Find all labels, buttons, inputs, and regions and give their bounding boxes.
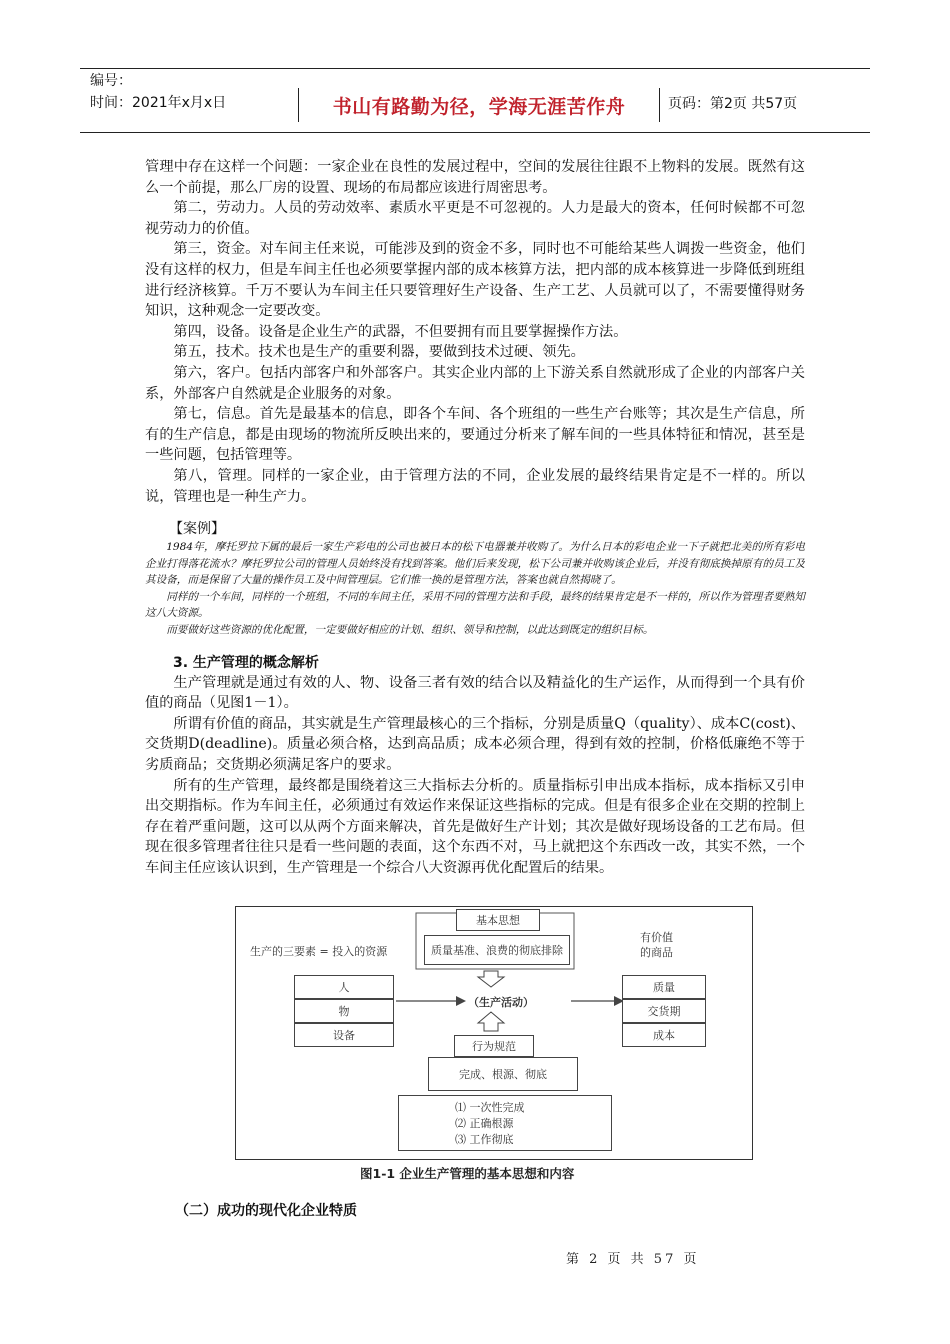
figure-production-management xyxy=(235,906,753,1160)
basic-idea-content-box: 质量基准、浪费的彻底排除 xyxy=(424,935,570,965)
principle-item: ⑶ 工作彻底 xyxy=(455,1133,514,1146)
case-paragraph: 同样的一个车间，同样的一个班组，不同的车间主任，采用不同的管理方法和手段，最终的结果肯定是不一样的，所以作为管理者要熟知这八大资源。 xyxy=(145,590,805,620)
behavior-content-box: 完成、根源、彻底 xyxy=(428,1057,578,1091)
paragraph: 第四，设备。设备是企业生产的武器，不但要拥有而且要掌握操作方法。 xyxy=(173,323,628,340)
production-activity-label: （生产活动） xyxy=(468,996,534,1009)
behavior-title-box: 行为规范 xyxy=(454,1035,534,1057)
header-motto: 书山有路勤为径，学海无涯苦作舟 xyxy=(298,88,660,122)
paragraph: 生产管理就是通过有效的人、物、设备三者有效的结合以及精益化的生产运作，从而得到一个具有价值的商品（见图1－1）。 xyxy=(145,674,805,712)
paragraph: 所有的生产管理，最终都是围绕着这三大指标去分析的。质量指标引申出成本指标，成本指标又引申出交期指标。作为车间主任，必须通过有效运作来保证这些指标的完成。但是有很多企业在交期的控制上存在着严重问题，这可以从两个方面来解决，首先是做好生产计划；其次是做好现场设备的工艺布局。但现在很多管理者往往只是看一些问题的表面，这个东西不对，马上就把这个东西改一改，其实不然，一个车间主任应该认识到，生产管理是一个综合八大资源再优化配置后的结果。 xyxy=(145,777,805,876)
three-elements-label: 生产的三要素 = 投入的资源 xyxy=(250,945,388,958)
input-box-person: 人 xyxy=(294,975,394,999)
input-box-material: 物 xyxy=(294,999,394,1023)
valuable-goods-label-1: 有价值 xyxy=(640,931,673,944)
header-top-rule xyxy=(80,68,870,69)
paragraph: 第八，管理。同样的一家企业，由于管理方法的不同，企业发展的最终结果肯定是不一样的。所以说，管理也是一种生产力。 xyxy=(145,467,805,505)
case-paragraph: 1984年，摩托罗拉下属的最后一家生产彩电的公司也被日本的松下电器兼并收购了。为什么日本的彩电企业一下子就把北美的所有彩电企业打得落花流水？摩托罗拉公司的管理人员始终没有找到答案。他们后来发现，松下公司兼并收购该企业后，并没有彻底换掉原有的员工及其设备，而是保留了大量的操作员工及中间管理层。它们惟一换的是管理方法，答案也就自然揭晓了。 xyxy=(145,541,805,587)
paragraph: 所谓有价值的商品，其实就是生产管理最核心的三个指标，分别是质量Q（quality）、成本C(cost)、交货期D(deadline)。质量必须合格，达到高品质；成本必须合理，得到有效的控制，价格低廉绝不等于劣质商品；交货期必须满足客户的要求。 xyxy=(145,715,805,774)
section-2-title: （二）成功的现代化企业特质 xyxy=(175,1203,357,1219)
basic-idea-title-box: 基本思想 xyxy=(456,909,540,931)
document-body xyxy=(145,157,805,879)
output-box-quality: 质量 xyxy=(622,975,706,999)
principle-item: ⑵ 正确根源 xyxy=(455,1117,514,1130)
header-bottom-rule xyxy=(80,132,870,133)
principles-box xyxy=(398,1095,612,1151)
valuable-goods-label-2: 的商品 xyxy=(640,946,673,959)
paragraph: 第五，技术。技术也是生产的重要利器，要做到技术过硬、领先。 xyxy=(173,344,585,361)
case-paragraph: 而要做好这些资源的优化配置，一定要做好相应的计划、组织、领导和控制，以此达到既定的组织目标。 xyxy=(166,624,654,637)
header-page-info: 页码：第2页 共57页 xyxy=(668,96,798,112)
paragraph: 管理中存在这样一个问题：一家企业在良性的发展过程中，空间的发展往往跟不上物料的发展。既然有这么一个前提，那么厂房的设置、现场的布局都应该进行周密思考。 xyxy=(145,159,805,196)
header-number: 编号： xyxy=(90,73,132,89)
case-title: 【案例】 xyxy=(169,521,225,538)
output-box-delivery: 交货期 xyxy=(622,999,706,1023)
section-3-title: 3. 生产管理的概念解析 xyxy=(173,654,319,671)
paragraph: 第六，客户。包括内部客户和外部客户。其实企业内部的上下游关系自然就形成了企业的内部客户关系，外部客户自然就是企业服务的对象。 xyxy=(145,364,805,402)
header-meta xyxy=(90,70,226,114)
page-footer: 第 2 页 共 57 页 xyxy=(566,1252,700,1267)
principle-item: ⑴ 一次性完成 xyxy=(455,1101,525,1114)
paragraph: 第七，信息。首先是最基本的信息，即各个车间、各个班组的一些生产台账等；其次是生产信息，所有的生产信息，都是由现场的物流所反映出来的，要通过分析来了解车间的一些具体特征和情况，甚至是一些问题，包括管理等。 xyxy=(145,406,805,464)
output-box-cost: 成本 xyxy=(622,1023,706,1047)
header-time: 时间：2021年x月x日 xyxy=(90,95,227,111)
paragraph: 第二，劳动力。人员的劳动效率、素质水平更是不可忽视的。人力是最大的资本，任何时候都不可忽视劳动力的价值。 xyxy=(145,200,805,237)
figure-caption: 图1-1 企业生产管理的基本思想和内容 xyxy=(360,1166,575,1181)
paragraph: 第三，资金。对车间主任来说，可能涉及到的资金不多，同时也不可能给某些人调拨一些资金，他们没有这样的权力，但是车间主任也必须要掌握内部的成本核算方法，把内部的成本核算进一步降低到班组进行经济核算。千万不要认为车间主任只要管理好生产设备、生产工艺、人员就可以了，不需要懂得财务知识，这种观念一定要改变。 xyxy=(145,241,805,320)
input-box-equipment: 设备 xyxy=(294,1023,394,1047)
